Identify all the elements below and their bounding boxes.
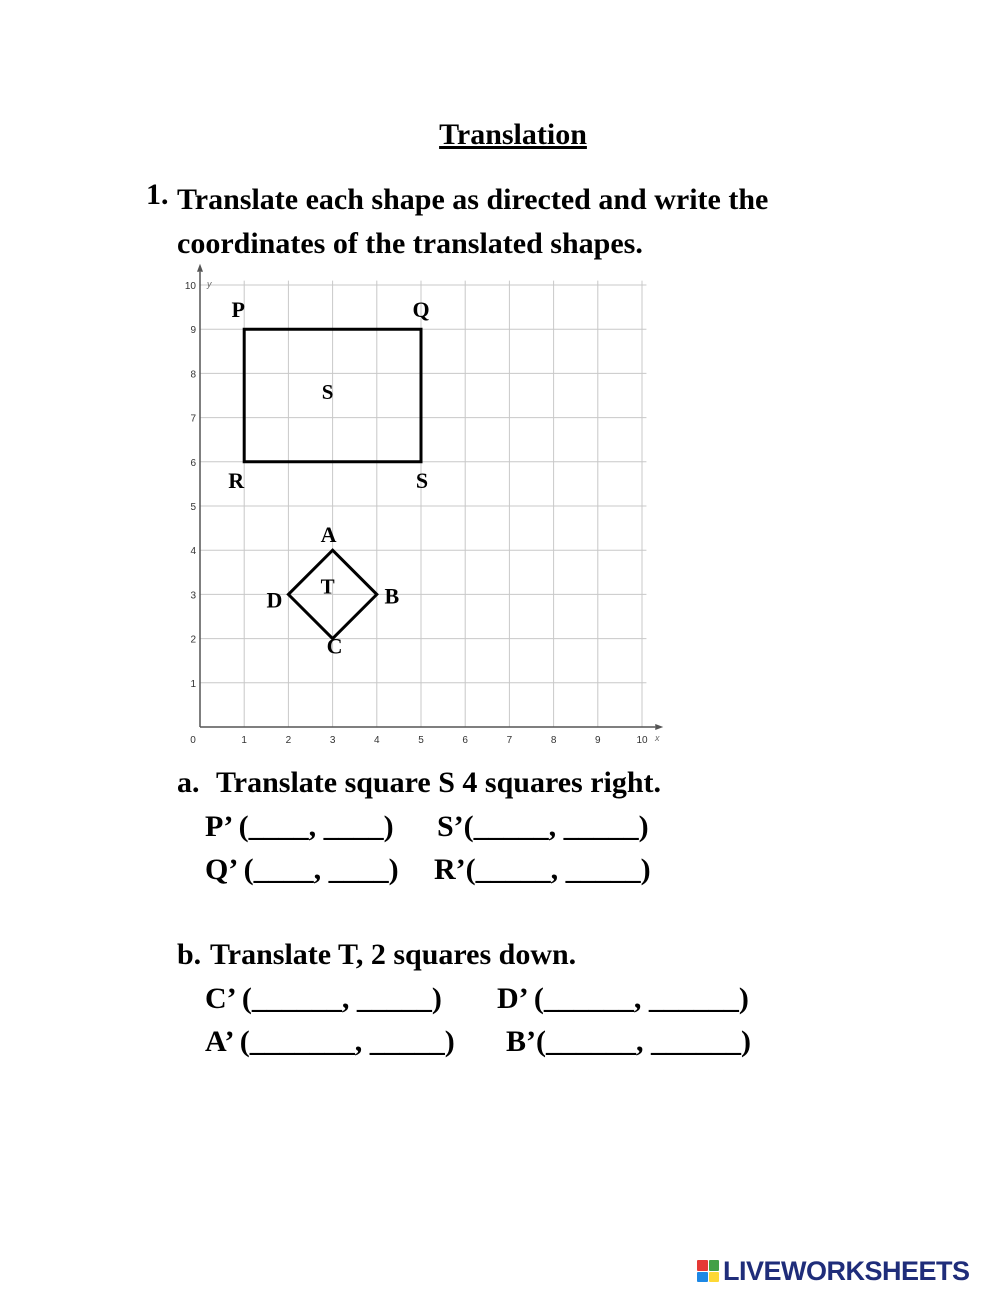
vertex-label-R: R <box>228 467 245 493</box>
x-tick-label: 10 <box>636 735 648 746</box>
liveworksheets-logo <box>697 1256 970 1286</box>
y-tick-label: 1 <box>190 678 196 690</box>
vertex-label-B: B <box>384 583 400 609</box>
x-tick-label: 9 <box>595 735 601 746</box>
y-tick-label: 6 <box>190 457 196 469</box>
vertex-label-P: P <box>231 297 245 323</box>
worksheet-title: Translation <box>439 118 587 151</box>
part-b-label: b. <box>177 938 202 971</box>
y-tick-label: 5 <box>190 502 196 513</box>
shape-label-T: T <box>320 574 335 599</box>
x-tick-label: 1 <box>241 735 247 746</box>
x-tick-label: 4 <box>374 735 380 746</box>
y-tick-label: 10 <box>184 281 196 292</box>
x-tick-label: 7 <box>506 735 513 746</box>
vertex-label-C: C <box>326 633 343 659</box>
y-tick-label: 3 <box>190 590 196 602</box>
y-tick-label: 4 <box>190 546 196 558</box>
answer-q-prime[interactable]: Q’ (____, ____) <box>205 853 399 886</box>
logo-tile-3 <box>697 1272 708 1283</box>
answer-d-prime[interactable]: D’ (______, ______) <box>497 982 749 1015</box>
vertex-label-D: D <box>266 587 283 613</box>
liveworksheets-brand: LIVEWORKSHEETS <box>723 1255 970 1286</box>
question-line-2: coordinates of the translated shapes. <box>177 227 643 260</box>
y-tick-label: 8 <box>190 369 196 381</box>
question-number: 1. <box>146 178 169 211</box>
part-a-label: a. <box>177 766 200 799</box>
x-tick-label: 0 <box>190 735 196 746</box>
answer-s-prime[interactable]: S’(_____, _____) <box>437 810 649 843</box>
question-line-1: Translate each shape as directed and write the <box>177 183 769 216</box>
part-b-instruction: Translate T, 2 squares down. <box>210 938 577 971</box>
y-axis-label: y <box>207 279 212 289</box>
logo-tile-1 <box>697 1260 708 1271</box>
answer-r-prime[interactable]: R’(_____, _____) <box>434 853 651 886</box>
x-tick-label: 3 <box>329 735 336 746</box>
answer-b-prime[interactable]: B’(______, ______) <box>506 1025 751 1058</box>
liveworksheets-logo-icon <box>697 1260 719 1282</box>
logo-tile-4 <box>709 1272 720 1283</box>
answer-c-prime[interactable]: C’ (______, _____) <box>205 982 442 1015</box>
x-axis-label: x <box>655 733 660 743</box>
x-tick-label: 2 <box>285 735 292 746</box>
x-tick-label: 6 <box>462 735 468 746</box>
answer-a-prime[interactable]: A’ (_______, _____) <box>205 1025 455 1058</box>
vertex-label-S: S <box>415 467 429 493</box>
answer-p-prime[interactable]: P’ (____, ____) <box>205 810 394 843</box>
x-tick-label: 8 <box>550 735 557 746</box>
logo-tile-2 <box>709 1260 720 1271</box>
y-tick-label: 9 <box>190 325 196 337</box>
y-tick-label: 7 <box>190 413 196 425</box>
x-axis-arrow <box>655 724 663 730</box>
part-a-instruction: Translate square S 4 squares right. <box>216 766 662 799</box>
y-axis-arrow <box>197 264 203 272</box>
shape-label-S: S <box>321 380 334 405</box>
x-tick-label: 5 <box>418 735 424 746</box>
vertex-label-Q: Q <box>412 297 430 323</box>
y-tick-label: 2 <box>190 634 196 646</box>
vertex-label-A: A <box>320 522 337 548</box>
